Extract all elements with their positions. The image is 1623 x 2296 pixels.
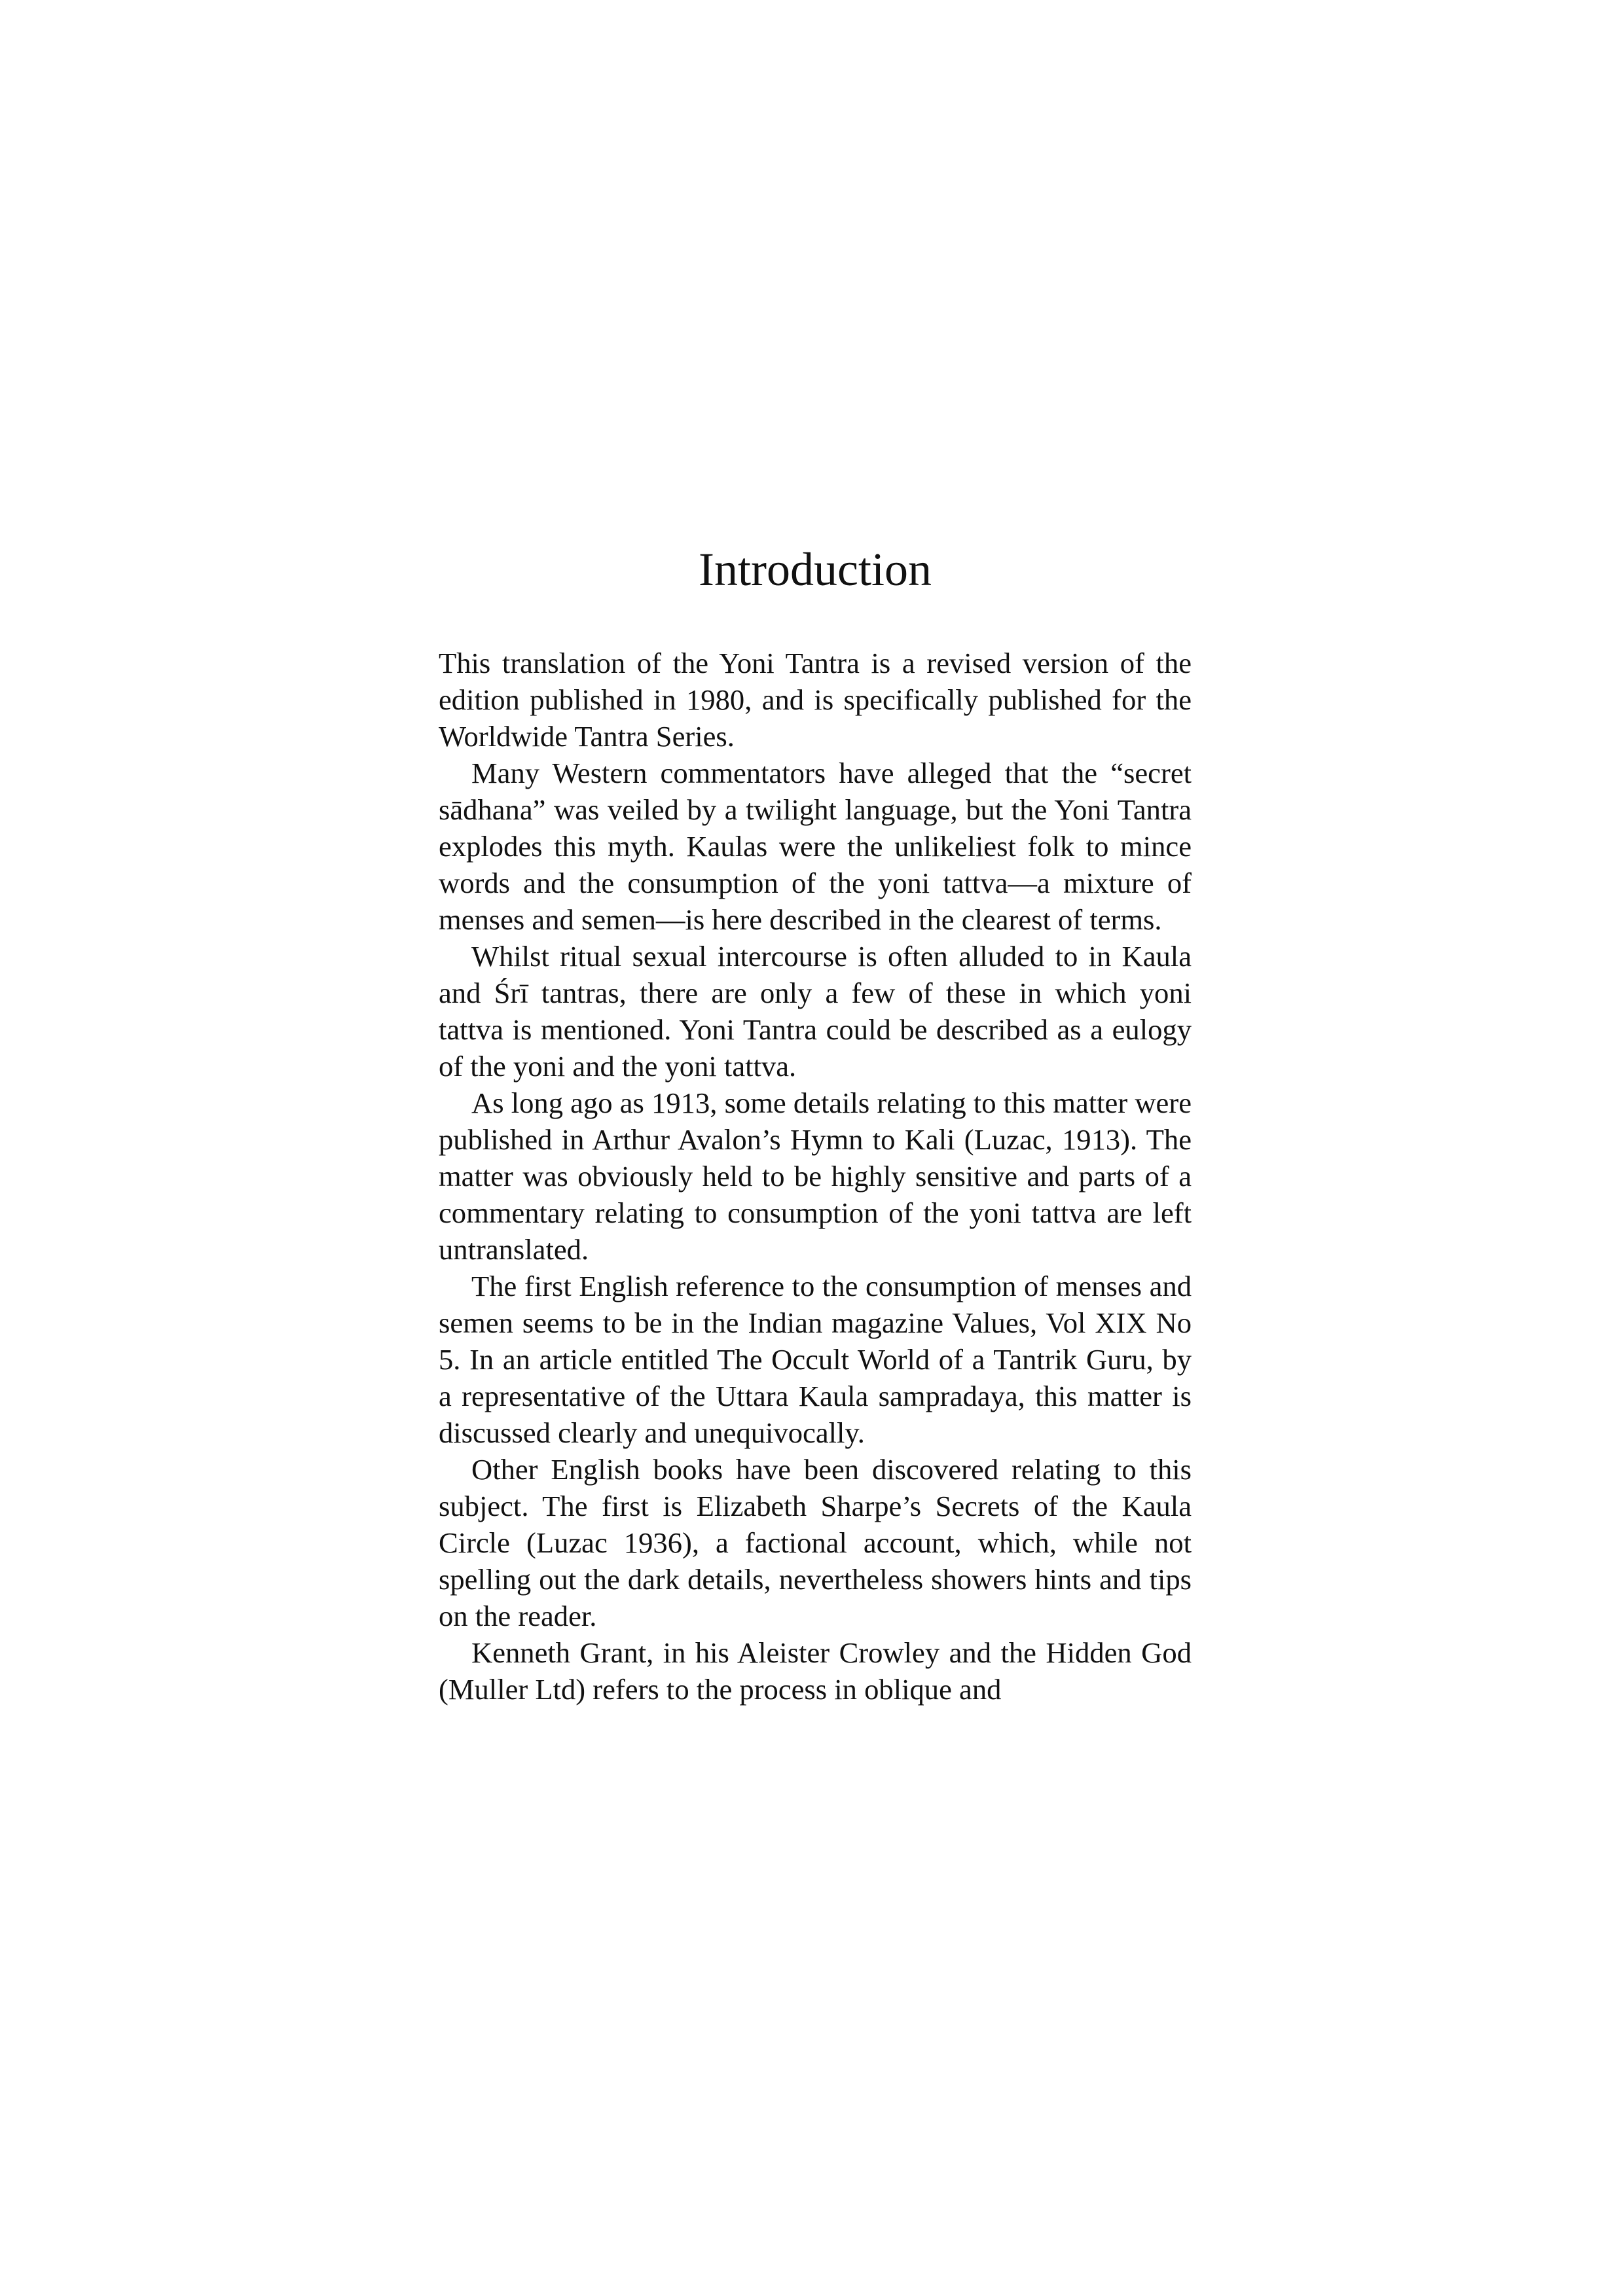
page-title: Introduction bbox=[699, 543, 932, 596]
paragraph-5: The first English reference to the consumption of menses and semen seems to be in the Indian magazine Values, Vol XIX No 5. In an article entitled The Occult World of a Tantrik Guru, by a representative of the Uttara Kaula sampradaya, this matter is discussed clearly and unequivocally. bbox=[439, 1270, 1192, 1449]
paragraph-1: This translation of the Yoni Tantra is a revised version of the edition published in 1980, and is specifically published for the Worldwide Tantra Series. bbox=[439, 647, 1192, 753]
paragraph-4: As long ago as 1913, some details relating to this matter were published in Arthur Avalon’s Hymn to Kali (Luzac, 1913). The matter was obviously held to be highly sensitive and parts of a commentary relating to consumption of the yoni tattva are left untranslated. bbox=[439, 1086, 1192, 1266]
paragraph-7: Kenneth Grant, in his Aleister Crowley and the Hidden God (Muller Ltd) refers to the process in oblique and bbox=[439, 1636, 1192, 1706]
paragraph-3: Whilst ritual sexual intercourse is often alluded to in Kaula and Śrī tantras, there are only a few of these in which yoni tattva is mentioned. Yoni Tantra could be described as a eulogy of the yoni and the yoni tattva. bbox=[439, 940, 1192, 1083]
body-text bbox=[439, 645, 1192, 1708]
paragraph-2: Many Western commentators have alleged that the “secret sādhana” was veiled by a twilight language, but the Yoni Tantra explodes this myth. Kaulas were the unlikeliest folk to mince words and the consumption of the yoni tattva—a mixture of menses and semen—is here described in the clearest of terms. bbox=[439, 757, 1192, 936]
paragraph-6: Other English books have been discovered relating to this subject. The first is Elizabeth Sharpe’s Secrets of the Kaula Circle (Luzac 1936), a factional account, which, while not spelling out the dark details, nevertheless showers hints and tips on the reader. bbox=[439, 1453, 1192, 1632]
